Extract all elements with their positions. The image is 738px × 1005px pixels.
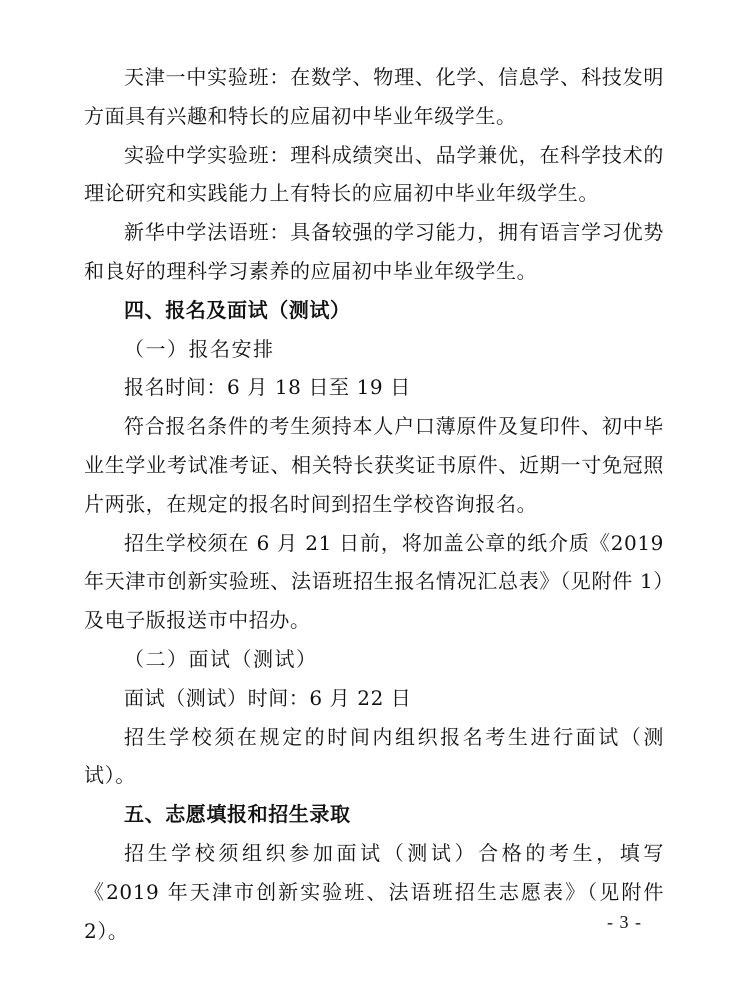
section-heading-admission: 五、志愿填报和招生录取 — [124, 802, 351, 827]
section-heading-registration: 四、报名及面试（测试） — [124, 297, 351, 322]
interview-note: 招生学校须在规定的时间内组织报名考生进行面试（测试）。 — [84, 724, 664, 788]
registration-requirements: 符合报名条件的考生须持本人户口薄原件及复印件、初中毕业生学业考试准考证、相关特长获奖证书原件、近期一寸免冠照片两张，在规定的报名时间到招生学校咨询报名。 — [84, 414, 664, 516]
interview-time: 面试（测试）时间：6 月 22 日 — [124, 685, 412, 710]
page-number: - 3 - — [607, 912, 642, 932]
paragraph-tianjin-no1: 天津一中实验班：在数学、物理、化学、信息学、科技发明方面具有兴趣和特长的应届初中毕业年级学生。 — [84, 65, 664, 128]
submission-note: 招生学校须在 6 月 21 日前，将加盖公章的纸介质《2019 年天津市创新实验班、法语班招生报名情况汇总表》（见附件 1）及电子版报送市中招办。 — [84, 530, 664, 633]
document-body — [84, 58, 664, 950]
paragraph-shiyan: 实验中学实验班：理科成绩突出、品学兼优，在科学技术的理论研究和实践能力上有特长的应届初中毕业年级学生。 — [84, 142, 664, 206]
subsection-heading-interview: （二）面试（测试） — [124, 646, 318, 671]
subsection-heading-registration: （一）报名安排 — [124, 336, 275, 361]
paragraph-xinhua: 新华中学法语班：具备较强的学习能力，拥有语言学习优势和良好的理科学习素养的应届初中毕业年级学生。 — [84, 220, 664, 283]
admission-body: 招生学校须组织参加面试（测试）合格的考生，填写《2019 年天津市创新实验班、法语班招生志愿表》（见附件 2）。 — [84, 840, 664, 943]
registration-time: 报名时间：6 月 18 日至 19 日 — [124, 375, 411, 400]
